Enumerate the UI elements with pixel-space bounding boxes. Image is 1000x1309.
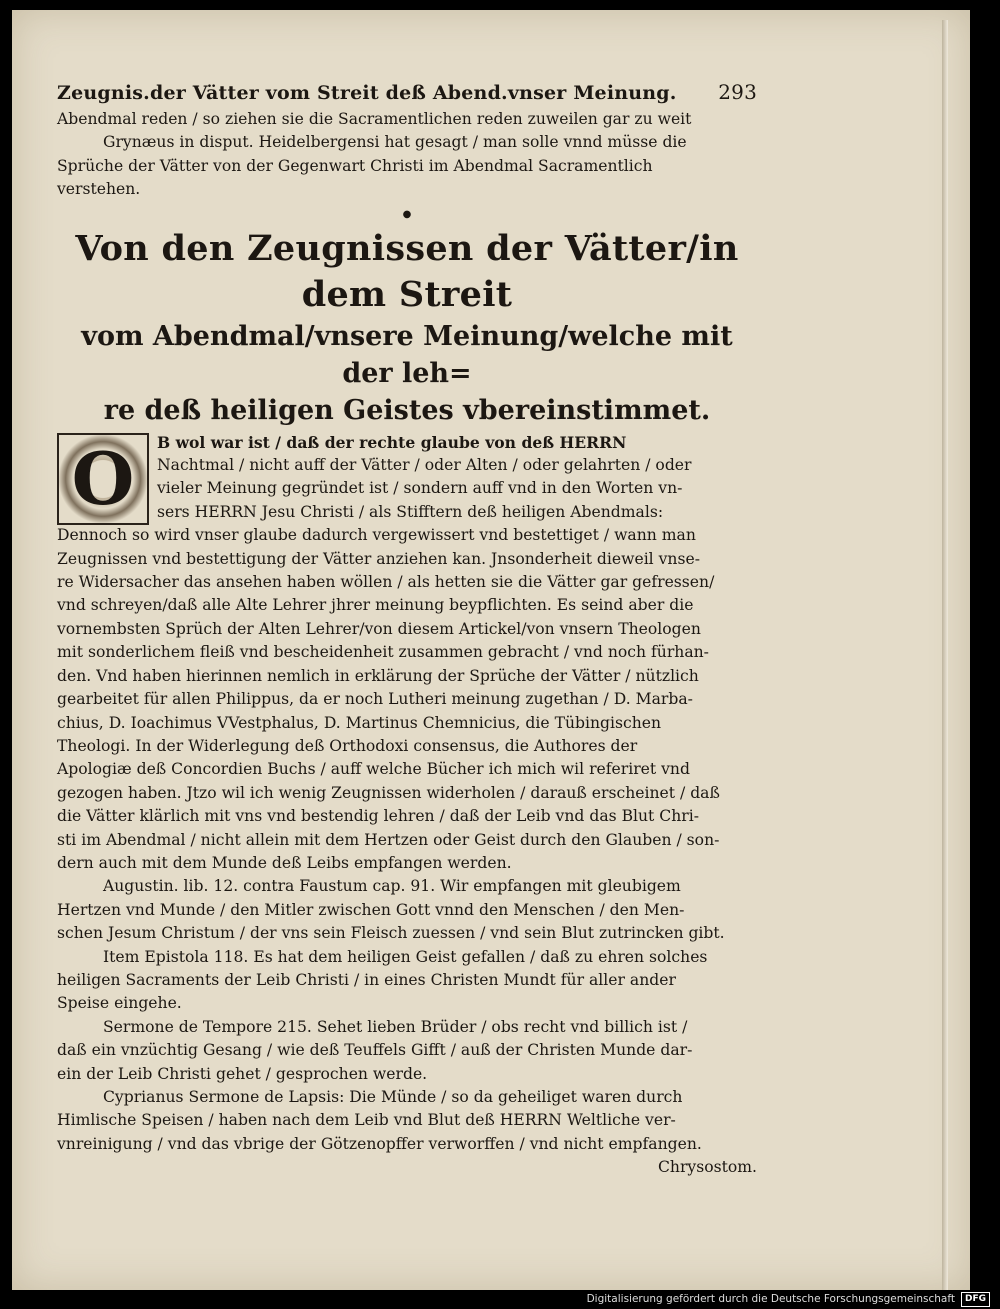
- ornament-dot: ●: [402, 208, 412, 220]
- text-line: mit sonderlichem fleiß vnd bescheidenheit zusammen gebracht / vnd noch fürhan-: [57, 643, 709, 662]
- quote-line: Cyprianus Sermone de Lapsis: Die Münde / so da geheiliget waren durch: [103, 1088, 683, 1106]
- dfg-logo: DFG: [961, 1292, 990, 1307]
- quote-line: schen Jesum Christum / der vns sein Fleisch zuessen / vnd sein Blut zutrincken gibt.: [57, 924, 725, 943]
- scanned-page: [12, 10, 970, 1290]
- section-heading-line-3: re deß heiligen Geistes vbereinstimmet.: [103, 394, 711, 426]
- text-line: den. Vnd haben hierinnen nemlich in erklärung der Sprüche der Vätter / nützlich: [57, 666, 699, 685]
- running-header: [57, 80, 757, 104]
- dropcap-paragraph: [57, 431, 757, 525]
- text-line: Apologiæ deß Concordien Buchs / auff welche Bücher ich mich wil referiret vnd: [57, 760, 690, 779]
- text-line: Sprüche der Vätter von der Gegenwart Christi im Abendmal Sacramentlich: [57, 156, 653, 175]
- quote-line: vnreinigung / vnd das vbrige der Götzenopffer verworffen / vnd nicht empfangen.: [57, 1134, 702, 1153]
- digitization-footer: [0, 1289, 1000, 1309]
- text-line: sti im Abendmal / nicht allein mit dem Hertzen oder Geist durch den Glauben / son-: [57, 830, 720, 849]
- quote-line: Hertzen vnd Munde / den Mitler zwischen Gott vnnd den Menschen / den Men-: [57, 900, 685, 919]
- text-line: die Vätter klärlich mit vns vnd bestendig lehren / daß der Leib vnd das Blut Chri-: [57, 807, 699, 826]
- text-line: Dennoch so wird vnser glaube dadurch vergewissert vnd bestettiget / wann man: [57, 526, 696, 545]
- catchword: Chrysostom.: [657, 1158, 757, 1177]
- quote-line: Himlische Speisen / haben nach dem Leib vnd Blut deß HERRN Weltliche ver-: [57, 1111, 676, 1130]
- text-line: Theologi. In der Widerlegung deß Orthodoxi consensus, die Authores der: [57, 736, 638, 755]
- quote-line: daß ein vnzüchtig Gesang / wie deß Teuffels Gifft / auß der Christen Munde dar-: [57, 1041, 693, 1060]
- page-number: 293: [718, 80, 757, 104]
- text-line: dern auch mit dem Munde deß Leibs empfangen werden.: [57, 853, 512, 872]
- text-line: re Widersacher das ansehen haben wöllen / als hetten sie die Vätter gar gefressen/: [57, 573, 715, 592]
- text-line: chius, D. Ioachimus VVestphalus, D. Martinus Chemnicius, die Tübingischen: [57, 713, 662, 732]
- text-line: vnd schreyen/daß alle Alte Lehrer jhrer meinung beypflichten. Es seind aber die: [57, 596, 694, 615]
- text-line: Grynæus in disput. Heidelbergensi hat gesagt / man solle vnnd müsse die: [103, 133, 687, 152]
- text-line: Zeugnissen vnd bestettigung der Vätter anziehen kan. Jnsonderheit dieweil vnse-: [57, 549, 700, 568]
- quote-line: Speise eingehe.: [57, 994, 182, 1013]
- page-text: [57, 80, 757, 1180]
- text-line: verstehen.: [57, 180, 141, 199]
- quote-line: Sermone de Tempore 215. Sehet lieben Brüder / obs recht vnd billich ist /: [103, 1017, 688, 1036]
- section-heading-line-2: vom Abendmal/vnsere Meinung/welche mit der leh=: [81, 320, 733, 389]
- page-edge: [942, 20, 948, 1290]
- ornamental-initial: O: [57, 433, 149, 525]
- running-head-title: Zeugnis.der Vätter vom Streit deß Abend.vnser Meinung.: [57, 82, 677, 104]
- quote-line: Item Epistola 118. Es hat dem heiligen Geist gefallen / daß zu ehren solches: [103, 947, 708, 966]
- text-line: Nachtmal / nicht auff der Vätter / oder Alten / oder gelahrten / oder: [157, 456, 692, 475]
- text-line: vieler Meinung gegründet ist / sondern auff vnd in den Worten vn-: [157, 479, 683, 498]
- text-line: gezogen haben. Jtzo wil ich wenig Zeugnissen widerholen / darauß erscheinet / daß: [57, 783, 720, 802]
- quote-line: heiligen Sacraments der Leib Christi / in eines Christen Mundt für aller ander: [57, 970, 676, 989]
- text-line: sers HERRN Jesu Christi / als Stifftern deß heiligen Abendmals:: [157, 502, 664, 521]
- text-line: vornembsten Sprüch der Alten Lehrer/von diesem Artickel/von vnsern Theologen: [57, 619, 701, 638]
- quote-line: Augustin. lib. 12. contra Faustum cap. 91. Wir empfangen mit gleubigem: [103, 877, 681, 896]
- funding-notice: Digitalisierung gefördert durch die Deutsche Forschungsgemeinschaft: [586, 1293, 955, 1305]
- section-heading-line-1: Von den Zeugnissen der Vätter/in dem Streit: [75, 227, 739, 315]
- text-line: B wol war ist / daß der rechte glaube von deß HERRN: [157, 432, 627, 452]
- quote-line: ein der Leib Christi gehet / gesprochen werde.: [57, 1064, 428, 1083]
- text-line: gearbeitet für allen Philippus, da er noch Lutheri meinung zugethan / D. Marba-: [57, 690, 693, 709]
- text-line: Abendmal reden / so ziehen sie die Sacramentlichen reden zuweilen gar zu weit: [57, 110, 692, 128]
